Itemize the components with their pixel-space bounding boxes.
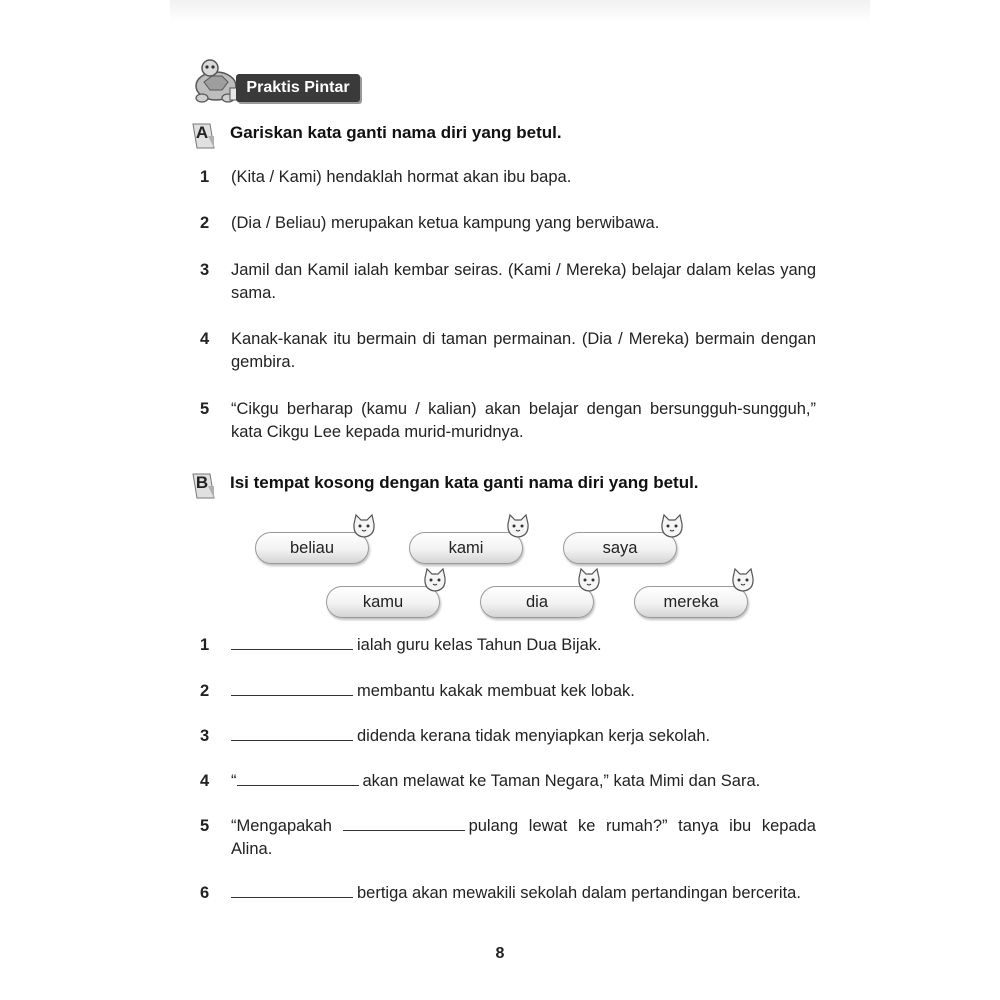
item-number: 1: [200, 636, 210, 654]
item-number: 4: [200, 772, 210, 790]
word-chip: [326, 574, 452, 614]
item-text: Jamil dan Kamil ialah kembar seiras. (Kami / Mereka) belajar dalam kelas yang sama.: [231, 261, 816, 302]
item-pre-text: “Mengapakah: [231, 817, 332, 835]
item-text: [231, 634, 816, 657]
item-text: [231, 680, 816, 703]
item-text: (Dia / Beliau) merupakan ketua kampung yang berwibawa.: [231, 214, 660, 232]
word-chip-label: beliau: [255, 532, 369, 564]
praktis-pintar-badge: [190, 58, 370, 106]
item-text: Kanak-kanak itu bermain di taman permainan. (Dia / Mereka) bermain dengan gembira.: [231, 330, 816, 371]
section-b-letter-icon: [190, 470, 214, 496]
item-text: (Kita / Kami) hendaklah hormat akan ibu bapa.: [231, 168, 572, 186]
section-a-letter: A: [195, 123, 209, 142]
item-post-text: akan melawat ke Taman Negara,” kata Mimi dan Sara.: [362, 772, 761, 790]
item-number: 3: [200, 261, 210, 279]
answer-blank[interactable]: [231, 726, 353, 741]
item-number: 4: [200, 330, 210, 348]
section-b-header: [190, 470, 830, 500]
item-text: [231, 815, 816, 861]
word-chip-label: saya: [563, 532, 677, 564]
item-number: 2: [200, 682, 210, 700]
item-text: [231, 770, 816, 793]
answer-blank[interactable]: [231, 681, 353, 696]
word-chip-label: kamu: [326, 586, 440, 618]
word-chip: [634, 574, 760, 614]
section-a-instruction: Gariskan kata ganti nama diri yang betul.: [230, 123, 562, 142]
item-number: 3: [200, 727, 210, 745]
item-text: “Cikgu berharap (kamu / kalian) akan belajar dengan bersungguh-sungguh,” kata Cikgu Lee kepada murid-muridnya.: [231, 400, 816, 441]
word-chip-label: dia: [480, 586, 594, 618]
answer-blank[interactable]: [231, 635, 353, 650]
item-number: 1: [200, 168, 210, 186]
item-number: 5: [200, 400, 210, 418]
item-post-text: pulang lewat ke rumah?” tanya ibu kepada Alina.: [231, 817, 816, 858]
section-a-letter-icon: [190, 120, 214, 146]
answer-blank[interactable]: [343, 816, 465, 831]
item-text: [231, 725, 816, 748]
item-pre-text: “: [231, 772, 237, 790]
word-chip: [563, 520, 689, 560]
item-text: [231, 882, 816, 905]
word-chip-label: kami: [409, 532, 523, 564]
cat-icon: [420, 566, 450, 596]
item-number: 5: [200, 817, 210, 835]
section-a-header: [190, 120, 830, 150]
item-number: 6: [200, 884, 210, 902]
item-post-text: membantu kakak membuat kek lobak.: [357, 682, 635, 700]
word-chip-label: mereka: [634, 586, 748, 618]
answer-blank[interactable]: [231, 883, 353, 898]
page-number: 8: [495, 945, 505, 962]
section-b-letter: B: [195, 473, 209, 492]
word-chip: [480, 574, 606, 614]
cat-icon: [503, 512, 533, 542]
cat-icon: [728, 566, 758, 596]
item-number: 2: [200, 214, 210, 232]
cat-icon: [349, 512, 379, 542]
item-post-text: didenda kerana tidak menyiapkan kerja sekolah.: [357, 727, 711, 745]
cat-icon: [657, 512, 687, 542]
cat-icon: [574, 566, 604, 596]
item-post-text: bertiga akan mewakili sekolah dalam pertandingan bercerita.: [357, 884, 801, 902]
word-chip: [255, 520, 381, 560]
item-post-text: ialah guru kelas Tahun Dua Bijak.: [357, 636, 602, 654]
page-top-shading: [170, 0, 870, 22]
word-chip: [409, 520, 535, 560]
answer-blank[interactable]: [237, 771, 359, 786]
badge-label: Praktis Pintar: [236, 74, 360, 102]
section-b-instruction: Isi tempat kosong dengan kata ganti nama diri yang betul.: [230, 473, 699, 492]
